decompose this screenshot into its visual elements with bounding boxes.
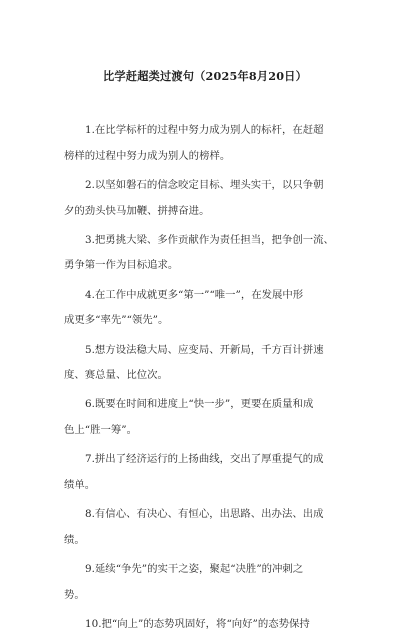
sentence-line: 榜样的过程中努力成为别人的榜样。: [64, 149, 231, 162]
sentence-item: [64, 557, 354, 608]
sentence-item: [64, 502, 354, 553]
sentence-item: [64, 612, 354, 638]
document-title: 比学赶超类过渡句（2025年8月20日）: [103, 69, 307, 83]
sentence-item: [64, 118, 354, 169]
sentence-item: [64, 338, 354, 389]
sentence-line: 色上“胜一筹”。: [64, 424, 137, 437]
sentence-line: 3.把勇挑大梁、多作贡献作为责任担当，把争创一流、: [85, 233, 334, 246]
sentence-line: 绩单。: [64, 478, 96, 491]
sentence-list: [64, 118, 354, 641]
sentence-line: 10.把“向上”的态势巩固好，将“向好”的态势保持: [85, 617, 310, 630]
sentence-line: 勇争第一作为目标追求。: [64, 259, 179, 272]
sentence-line: 8.有信心、有决心、有恒心，出思路、出办法、出成: [85, 508, 324, 521]
sentence-item: [64, 283, 354, 334]
sentence-line: 2.以坚如磐石的信念咬定目标、埋头实干，以只争朝: [85, 178, 324, 191]
sentence-line: 夕的劲头快马加鞭、拼搏奋进。: [64, 204, 210, 217]
sentence-item: [64, 228, 354, 279]
sentence-line: 9.延续“争先”的实干之姿，聚起“决胜”的冲刺之: [85, 563, 304, 575]
sentence-item: [64, 447, 354, 498]
sentence-line: 4.在工作中成就更多“第一”“唯一”，在发展中形: [85, 288, 304, 301]
sentence-line: 5.想方设法稳大局、应变局、开新局，千方百计拼速: [85, 343, 324, 356]
sentence-item: [64, 392, 354, 443]
sentence-line: 6.既要在时间和进度上“快一步”，更要在质量和成: [85, 398, 314, 411]
sentence-line: 7.拼出了经济运行的上扬曲线，交出了厚重提气的成: [85, 453, 324, 466]
sentence-line: 度、赛总量、比位次。: [64, 369, 168, 382]
sentence-line: 成更多“率先”“领先”。: [64, 314, 169, 327]
sentence-item: [64, 173, 354, 224]
sentence-line: 1.在比学标杆的过程中努力成为别人的标杆，在赶超: [85, 124, 324, 136]
sentence-line: 绩。: [64, 533, 85, 546]
sentence-line: 势。: [64, 588, 85, 601]
